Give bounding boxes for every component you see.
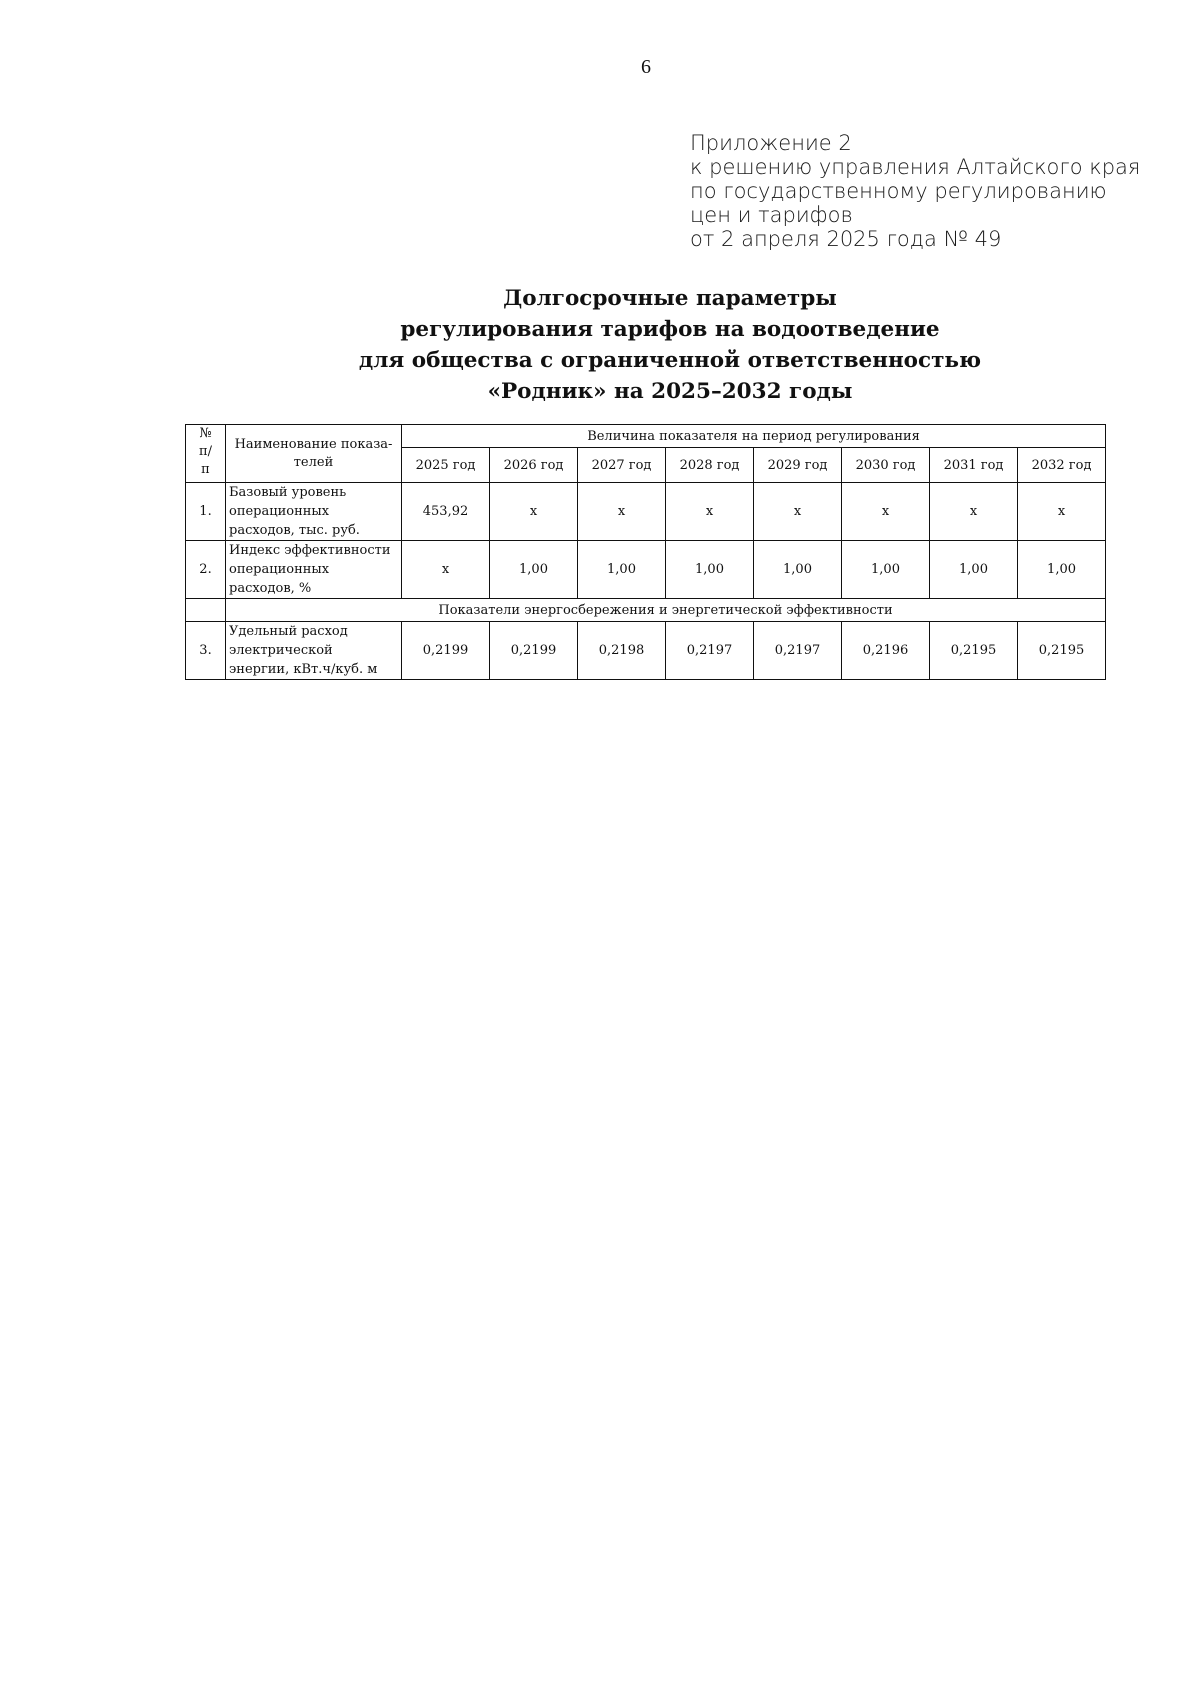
value-cell: 0,2199 [490,622,578,680]
title-line: для общества с ограниченной ответственностью [358,348,982,373]
value-cell: 1,00 [930,541,1018,599]
header-name-line: телей [293,454,334,470]
title-line: Долгосрочные параметры [503,286,837,311]
name-line: расходов, % [229,581,312,596]
value-cell: 0,2199 [402,622,490,680]
value-cell: 1,00 [578,541,666,599]
value-cell: 1,00 [754,541,842,599]
page-number: 6 [641,56,651,78]
section-empty-cell [186,599,226,622]
name-line: операционных [229,504,330,519]
value-cell: x [930,483,1018,541]
value-cell: 0,2195 [1018,622,1106,680]
header-year: 2030 год [842,448,930,483]
value-cell: 1,00 [490,541,578,599]
value-cell: x [578,483,666,541]
appendix-line: по государственному регулированию [690,179,1107,203]
section-row [186,599,1106,622]
title-line: «Родник» на 2025–2032 годы [487,379,853,404]
header-number [186,425,226,483]
name-line: энергии, кВт.ч/куб. м [229,662,378,677]
row-number: 3. [186,622,226,680]
value-cell: 1,00 [666,541,754,599]
name-line: электрической [229,643,333,658]
appendix-line: цен и тарифов [690,203,853,227]
name-line: расходов, тыс. руб. [229,523,360,538]
header-year: 2032 год [1018,448,1106,483]
value-cell: 0,2197 [666,622,754,680]
value-cell: x [842,483,930,541]
appendix-line: от 2 апреля 2025 года № 49 [690,227,1002,251]
appendix-header [690,131,1140,251]
value-cell: x [754,483,842,541]
header-number-line: № [199,426,212,441]
header-year: 2028 год [666,448,754,483]
value-cell: 0,2197 [754,622,842,680]
parameters-table [185,424,1106,680]
row-number: 1. [186,483,226,541]
value-cell: 0,2195 [930,622,1018,680]
header-period-group: Величина показателя на период регулирования [402,425,1106,448]
title-line: регулирования тарифов на водоотведение [400,317,940,342]
value-cell: 0,2196 [842,622,930,680]
name-line: Удельный расход [229,624,348,639]
header-number-line: п [201,462,210,477]
value-cell: 1,00 [842,541,930,599]
header-year: 2025 год [402,448,490,483]
name-line: Базовый уровень [229,485,347,500]
value-cell: 453,92 [402,483,490,541]
section-label: Показатели энергосбережения и энергетической эффективности [226,599,1106,622]
header-indicator-name [226,425,402,483]
value-cell: x [666,483,754,541]
value-cell: x [402,541,490,599]
header-year: 2029 год [754,448,842,483]
header-name-line: Наименование показа- [234,436,393,452]
header-year: 2026 год [490,448,578,483]
appendix-line: Приложение 2 [690,131,852,155]
header-year: 2027 год [578,448,666,483]
document-title [300,283,1040,407]
value-cell: 1,00 [1018,541,1106,599]
value-cell: x [490,483,578,541]
appendix-line: к решению управления Алтайского края [690,155,1141,179]
row-indicator-name [226,541,402,599]
table-row [186,541,1106,599]
table-row [186,483,1106,541]
name-line: операционных [229,562,330,577]
row-number: 2. [186,541,226,599]
table-row [186,622,1106,680]
row-indicator-name [226,483,402,541]
value-cell: x [1018,483,1106,541]
header-year: 2031 год [930,448,1018,483]
name-line: Индекс эффективности [229,543,391,558]
row-indicator-name [226,622,402,680]
header-number-line: п/ [198,444,213,459]
value-cell: 0,2198 [578,622,666,680]
